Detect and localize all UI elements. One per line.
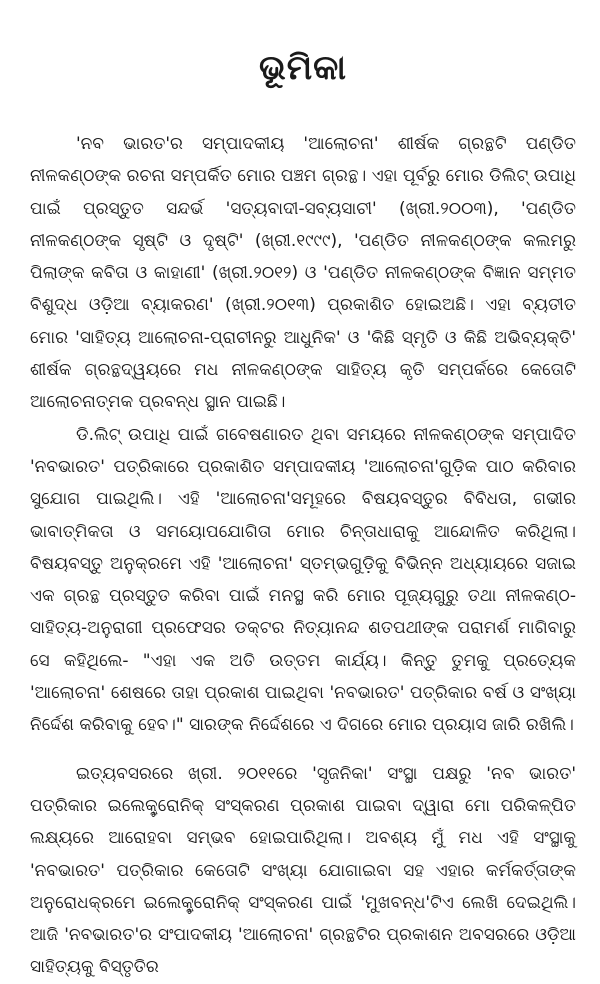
- paragraph: ଡି.ଲିଟ୍ ଉପାଧି ପାଇଁ ଗବେଷଣାରତ ଥିବା ସମୟରେ ନୀଳକଣ୍ଠଙ୍କ ସମ୍ପାଦିତ 'ନବଭାରତ' ପତ୍ରିକାରେ ପ୍ରକାଶିତ ସମ୍ପାଦକୀୟ 'ଆଲୋଚନା'ଗୁଡ଼ିକ ପାଠ କରିବାର ସୁଯୋଗ ପାଇଥିଲି। ଏହି 'ଆଲୋଚନା'ସମୂହରେ ବିଷୟବସ୍ତୁର ବିବିଧତା, ଗଭୀର ଭାବାତ୍ମିକତା ଓ ସମୟୋପଯୋଗିତା ମୋର ଚିନ୍ତାଧାରାକୁ ଆନ୍ଦୋଳିତ କରିଥିଲା। ବିଷୟବସ୍ତୁ ଅନୁକ୍ରମେ ଏହି 'ଆଲୋଚନା' ସ୍ତମ୍ଭଗୁଡ଼ିକୁ ବିଭିନ୍ନ ଅଧ୍ୟାୟରେ ସଜାଇ ଏକ ଗ୍ରନ୍ଥ ପ୍ରସ୍ତୁତ କରିବା ପାଇଁ ମନସ୍ଥ କରି ମୋର ପୂଜ୍ୟଗୁରୁ ତଥା ନୀଳକଣ୍ଠ-ସାହିତ୍ୟ-ଅନୁରାଗୀ ପ୍ରଫେସର ଡକ୍ଟର ନିତ୍ୟାନନ୍ଦ ଶତପଥୀଙ୍କ ପରାମର୍ଶ ମାଗିବାରୁ ସେ କହିଥିଲେ- "ଏହା ଏକ ଅତି ଉତ୍ତମ କାର୍ଯ୍ୟ। କିନ୍ତୁ ତୁମକୁ ପ୍ରତ୍ୟେକ 'ଆଲୋଚନା' ଶେଷରେ ତାହା ପ୍ରକାଶ ପାଇଥିବା 'ନବଭାରତ' ପତ୍ରିକାର ବର୍ଷ ଓ ସଂଖ୍ୟା ନିର୍ଦ୍ଦେଶ କରିବାକୁ ହେବ।" ସାରଙ୍କ ନିର୍ଦ୍ଦେଶରେ ଏ ଦିଗରେ ମୋର ପ୍ରୟାସ ଜାରି ରଖିଲି।: [30, 424, 576, 736]
- document-body: [30, 128, 576, 984]
- paragraph: 'ନବ ଭାରତ'ର ସମ୍ପାଦକୀୟ 'ଆଲୋଚନା' ଶୀର୍ଷକ ଗ୍ରନ୍ଥଟି ପଣ୍ଡିତ ନୀଳକଣ୍ଠଙ୍କ ରଚନା ସମ୍ପର୍କିତ ମୋର ପଞ୍ଚମ ଗ୍ରନ୍ଥ। ଏହା ପୂର୍ବରୁ ମୋର ଡିଲିଟ୍ ଉପାଧି ପାଇଁ ପ୍ରସ୍ତୁତ ସନ୍ଦର୍ଭ 'ସତ୍ୟବାଦୀ-ସବ୍ୟସାଚୀ' (ଖ୍ରୀ.୨୦୦୩), 'ପଣ୍ଡିତ ନୀଳକଣ୍ଠଙ୍କ ସୃଷ୍ଟି ଓ ଦୃଷ୍ଟି' (ଖ୍ରୀ.୧୯୯୯), 'ପଣ୍ଡିତ ନୀଳକଣ୍ଠଙ୍କ କଲମରୁ ପିଲାଙ୍କ କବିତା ଓ କାହାଣୀ' (ଖ୍ରୀ.୨୦୧୨) ଓ 'ପଣ୍ଡିତ ନୀଳକଣ୍ଠଙ୍କ ବିଜ୍ଞାନ ସମ୍ମତ ବିଶୁଦ୍ଧ ଓଡ଼ିଆ ବ୍ୟାକରଣ' (ଖ୍ରୀ.୨୦୧୩) ପ୍ରକାଶିତ ହୋଇଅଛି। ଏହା ବ୍ୟତୀତ ମୋର 'ସାହିତ୍ୟ ଆଲୋଚନା-ପ୍ରାଚୀନରୁ ଆଧୁନିକ' ଓ 'କିଛି ସ୍ମୃତି ଓ କିଛି ଅଭିବ୍ୟକ୍ତି' ଶୀର୍ଷକ ଗ୍ରନ୍ଥଦ୍ୱୟରେ ମଧ ନୀଳକଣ୍ଠଙ୍କ ସାହିତ୍ୟ କୃତି ସମ୍ପର୍କରେ କେତୋଟି ଆଲୋଚନାତ୍ମକ ପ୍ରବନ୍ଧ ସ୍ଥାନ ପାଇଛି।: [30, 134, 576, 413]
- page-title: ଭୂମିକା: [258, 48, 348, 88]
- paragraph: ଇତ୍ୟବସରରେ ଖ୍ରୀ. ୨୦୧୧ରେ 'ସୃଜନିକା' ସଂସ୍ଥା ପକ୍ଷରୁ 'ନବ ଭାରତ' ପତ୍ରିକାର ଇଲେକ୍ଟ୍ରୋନିକ୍ ସଂସ୍କରଣ ପ୍ରକାଶ ପାଇବା ଦ୍ୱାରା ମୋ ପରିକଳ୍ପିତ ଲକ୍ଷ୍ୟରେ ଆରୋହବା ସମ୍ଭବ ହୋଇପାରିଥିଲା। ଅବଶ୍ୟ ମୁଁ ମଧ ଏହି ସଂସ୍ଥାକୁ 'ନବଭାରତ' ପତ୍ରିକାର କେତୋଟି ସଂଖ୍ୟା ଯୋଗାଇବା ସହ ଏହାର କର୍ମକର୍ତ୍ତାଙ୍କ ଅନୁରୋଧକ୍ରମେ ଇଲେକ୍ଟ୍ରୋନିକ୍ ସଂସ୍କରଣ ପାଇଁ 'ମୁଖବନ୍ଧ'ଟିଏ ଲେଖି ଦେଇଥିଲି। ଆଜି 'ନବଭାରତ'ର ସଂପାଦକୀୟ 'ଆଲୋଚନା' ଗ୍ରନ୍ଥଟିର ପ୍ରକାଶନ ଅବସରରେ ଓଡ଼ିଆ ସାହିତ୍ୟକୁ ବିସ୍ତୃତିର: [30, 763, 576, 978]
